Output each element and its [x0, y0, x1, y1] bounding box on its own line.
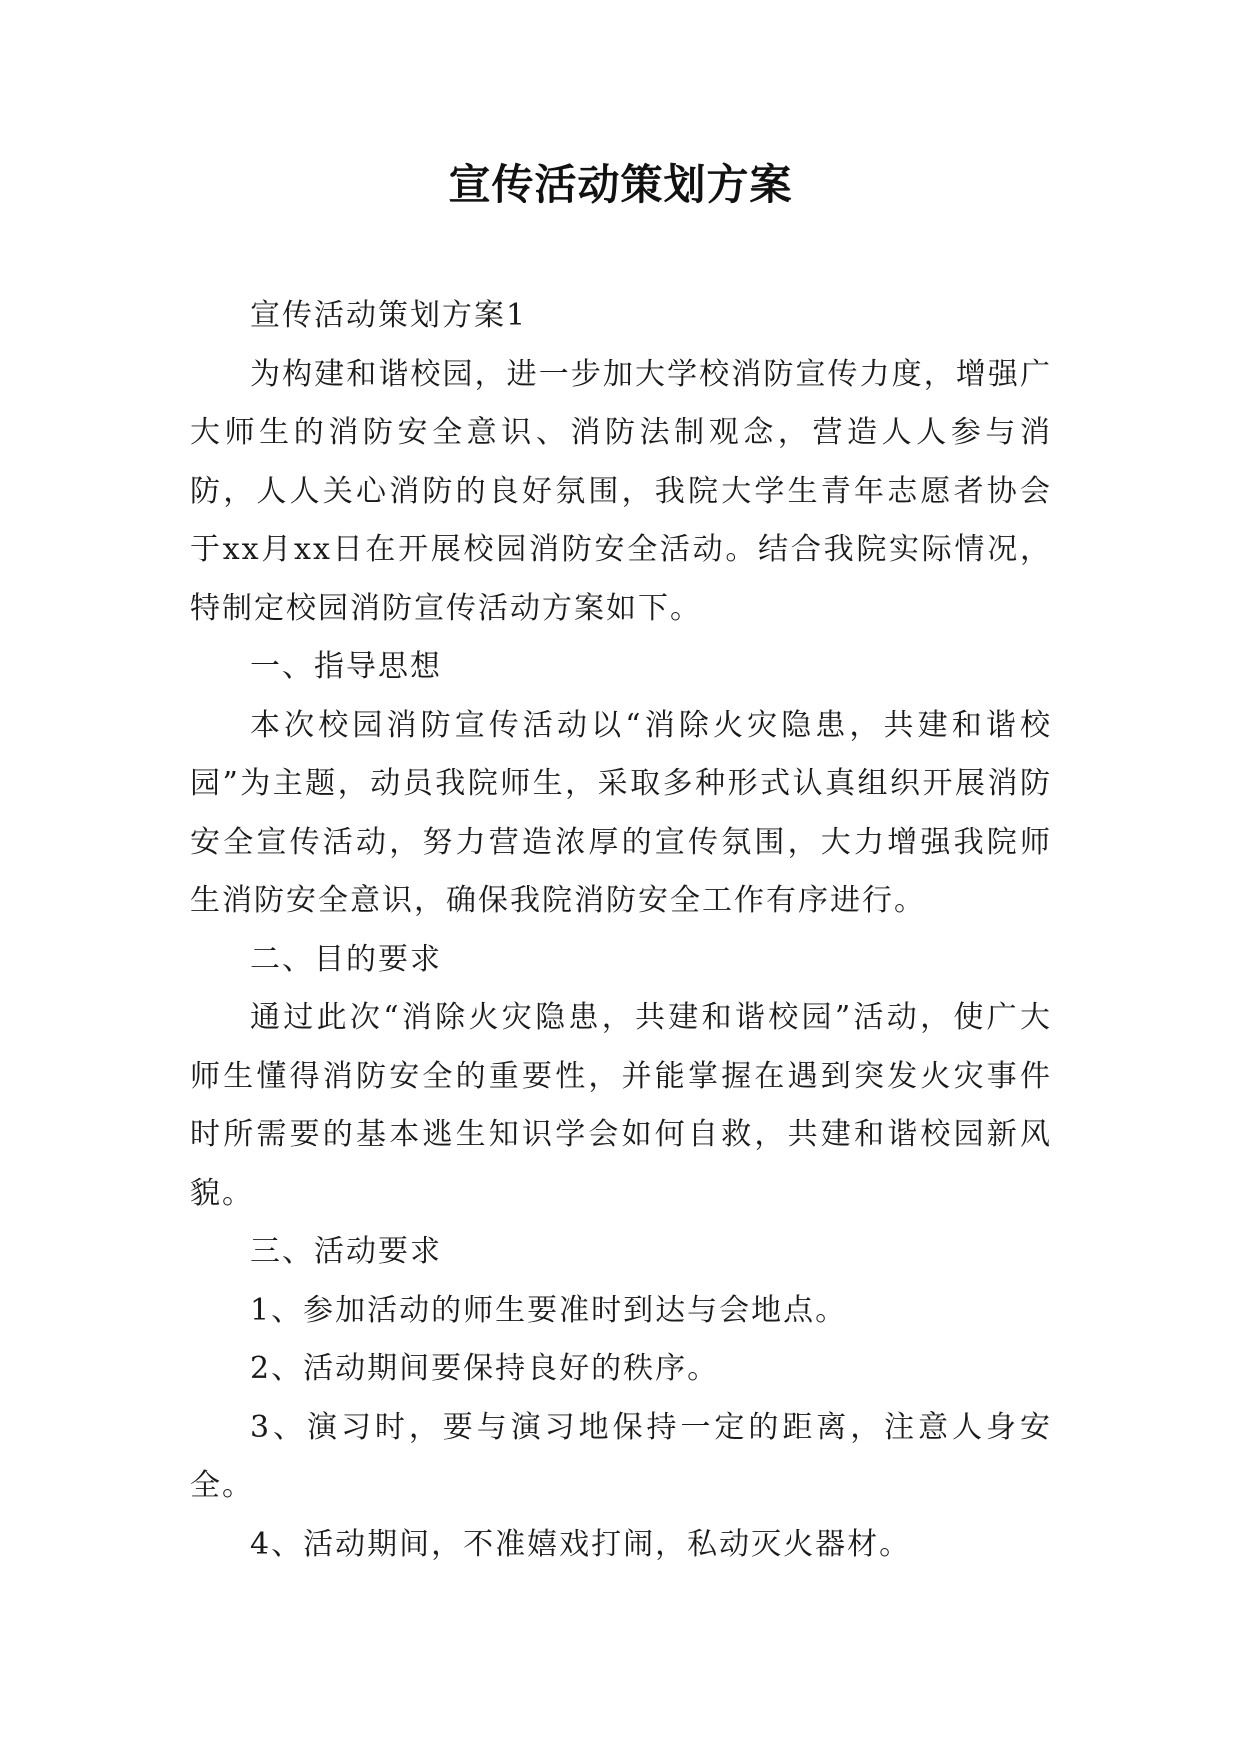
intro-paragraph: 为构建和谐校园，进一步加大学校消防宣传力度，增强广大师生的消防安全意识、消防法制观念，营造人人参与消防，人人关心消防的良好氛围，我院大学生青年志愿者协会于xx月xx日在开展校园消防安全活动。结合我院实际情况，特制定校园消防宣传活动方案如下。 [190, 356, 1052, 626]
guiding-ideology-paragraph: 本次校园消防宣传活动以“消除火灾隐患，共建和谐校园”为主题，动员我院师生，采取多种形式认真组织开展消防安全宣传活动，努力营造浓厚的宣传氛围，大力增强我院师生消防安全意识，确保我院消防安全工作有序进行。 [190, 707, 1052, 918]
requirement-item-1: 1、参加活动的师生要准时到达与会地点。 [250, 1292, 848, 1328]
section-heading-guiding-ideology: 一、指导思想 [250, 649, 442, 684]
section-heading-activity-requirements: 三、活动要求 [250, 1234, 442, 1269]
document-title: 宣传活动策划方案 [448, 160, 793, 209]
objectives-paragraph: 通过此次“消除火灾隐患，共建和谐校园”活动，使广大师生懂得消防安全的重要性，并能掌握在遇到突发火灾事件时所需要的基本逃生知识学会如何自救，共建和谐校园新风貌。 [190, 1000, 1052, 1211]
requirement-item-4: 4、活动期间，不准嬉戏打闹，私动灭火器材。 [250, 1526, 912, 1562]
section-heading-objectives: 二、目的要求 [250, 941, 442, 977]
document-body [190, 287, 1052, 1574]
requirement-item-2: 2、活动期间要保持良好的秩序。 [250, 1351, 720, 1386]
section-heading-plan-1: 宣传活动策划方案1 [250, 298, 528, 333]
requirement-item-3: 3、演习时，要与演习地保持一定的距离，注意人身安全。 [190, 1409, 1052, 1503]
